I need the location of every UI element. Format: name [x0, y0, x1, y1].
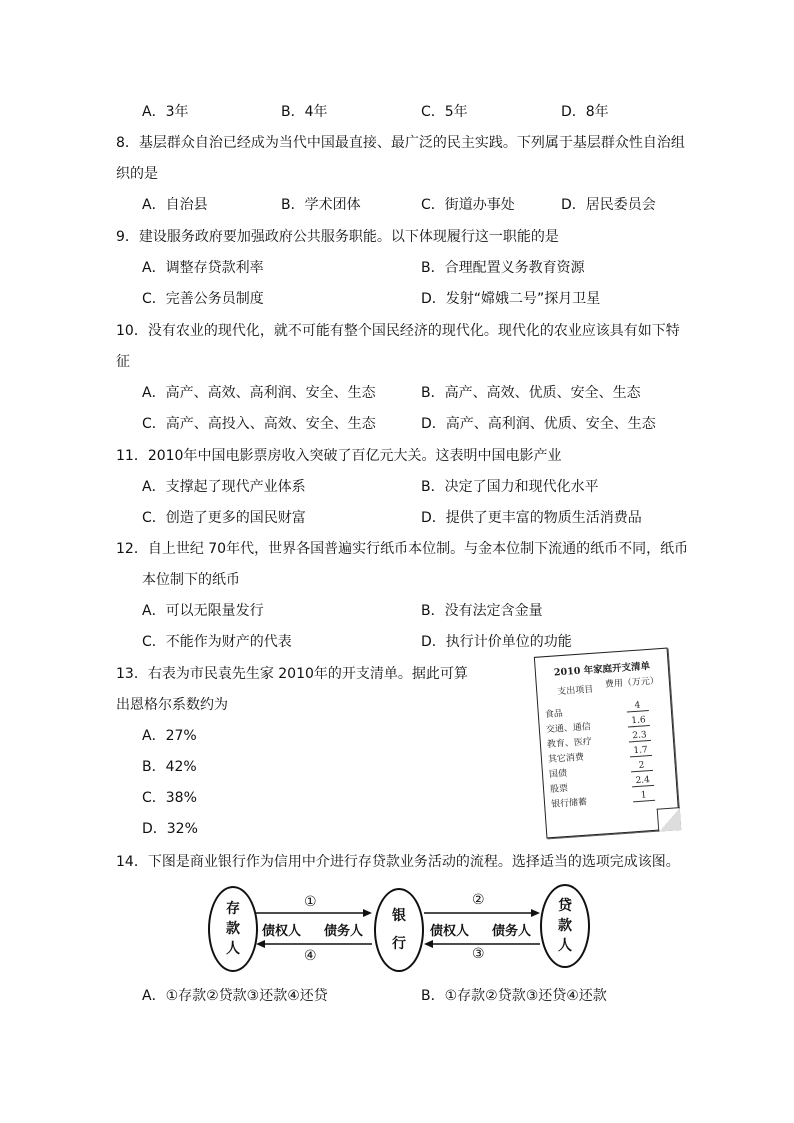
q14-stem: 14．下图是商业银行作为信用中介进行存贷款业务活动的流程。选择适当的选项完成该图。	[116, 854, 680, 870]
q13-option-a: A．27%	[142, 728, 197, 744]
q10-stem-line2: 征	[116, 354, 130, 370]
q14-option-b: B．①存款②贷款③还贷④还款	[421, 988, 607, 1004]
borrower-char: 贷	[558, 898, 572, 914]
borrower-char: 人	[558, 938, 572, 954]
expense-cost: 2.3	[628, 730, 651, 743]
depositor-char: 人	[226, 941, 240, 957]
q8-option-d: D．居民委员会	[561, 197, 656, 213]
bank-node	[374, 888, 424, 972]
q8-option-c: C．街道办事处	[421, 197, 515, 213]
q14-option-a: A．①存款②贷款③还款④还贷	[142, 988, 328, 1004]
creditor-label-left: 债权人	[262, 924, 302, 939]
q8-option-b: B．学术团体	[281, 197, 361, 213]
expense-cost: 2	[630, 760, 653, 773]
q12-stem-line1: 12．自上世纪 70年代，世界各国普遍实行纸币本位制。与金本位制下流通的纸币不同，纸币	[116, 541, 689, 557]
q13-option-d: D．32%	[142, 821, 198, 837]
arrow-head	[531, 909, 540, 917]
q11-option-c: C．创造了更多的国民财富	[142, 510, 306, 526]
q7-option-d: D．8年	[561, 104, 609, 120]
expense-col-item: 支出项目	[556, 684, 594, 698]
q12-option-a: A．可以无限量发行	[142, 603, 264, 619]
q9-option-c: C．完善公务员制度	[142, 291, 264, 307]
q11-option-a: A．支撑起了现代产业体系	[142, 479, 306, 495]
blank-2: ②	[472, 892, 485, 908]
q13-stem-line2: 出恩格尔系数约为	[116, 697, 228, 713]
expense-item: 国债	[548, 768, 568, 781]
q10-option-d: D．高产、高利润、优质、安全、生态	[421, 416, 656, 432]
q9-option-a: A．调整存贷款利率	[142, 260, 264, 276]
q7-option-a: A．3年	[142, 104, 189, 120]
arrow-head	[424, 940, 433, 948]
page-curl	[657, 807, 682, 832]
blank-4: ④	[304, 948, 317, 964]
q7-option-b: B．4年	[281, 104, 328, 120]
q11-stem: 11．2010年中国电影票房收入突破了百亿元大关。这表明中国电影产业	[116, 448, 562, 464]
q9-option-b: B．合理配置义务教育资源	[421, 260, 585, 276]
depositor-node	[208, 886, 258, 972]
q8-stem-line2: 织的是	[116, 166, 158, 182]
q12-option-d: D．执行计价单位的功能	[421, 634, 572, 650]
q9-stem: 9．建设服务政府要加强政府公共服务职能。以下体现履行这一职能的是	[116, 229, 559, 245]
expense-item: 股票	[549, 783, 569, 796]
bank-char: 行	[392, 936, 406, 952]
expense-cost: 1	[632, 790, 655, 803]
borrower-char: 款	[558, 918, 572, 934]
q11-option-b: B．决定了国力和现代化水平	[421, 479, 599, 495]
q12-option-b: B．没有法定含金量	[421, 603, 543, 619]
bank-flow-diagram	[200, 880, 600, 980]
expense-item: 教育、医疗	[546, 737, 593, 751]
expense-list-figure	[534, 648, 680, 839]
q10-stem-line1: 10．没有农业的现代化，就不可能有整个国民经济的现代化。现代化的农业应该具有如下特	[116, 323, 680, 339]
expense-cost: 2.4	[631, 775, 654, 788]
q12-stem-line2: 本位制下的纸币	[142, 572, 240, 588]
q7-option-c: C．5年	[421, 104, 468, 120]
q13-option-c: C．38%	[142, 790, 197, 806]
q11-option-d: D．提供了更丰富的物质生活消费品	[421, 510, 642, 526]
creditor-label-right: 债权人	[430, 924, 470, 939]
q10-option-c: C．高产、高投入、高效、安全、生态	[142, 416, 376, 432]
q8-option-a: A．自治县	[142, 197, 208, 213]
expense-item: 食品	[544, 709, 564, 721]
expense-item: 其它消费	[547, 752, 585, 766]
q10-option-b: B．高产、高效、优质、安全、生态	[421, 385, 641, 401]
expense-col-cost: 费用（万元）	[604, 676, 660, 690]
q13-option-b: B．42%	[142, 759, 197, 775]
blank-3: ③	[472, 946, 485, 962]
expense-cost: 1.6	[627, 715, 650, 728]
q13-stem-line1: 13．右表为市民袁先生家 2010年的开支清单。据此可算	[116, 666, 468, 682]
depositor-char: 存	[226, 901, 240, 917]
debtor-label-left: 债务人	[324, 924, 364, 939]
expense-list-title: 2010 年家庭开支清单	[553, 660, 651, 679]
arrow-head	[363, 909, 372, 917]
q8-stem-line1: 8．基层群众自治已经成为当代中国最直接、最广泛的民主实践。下列属于基层群众性自治组	[116, 135, 685, 151]
borrower-node	[540, 884, 590, 968]
expense-cost: 1.7	[629, 745, 652, 758]
expense-item: 银行储蓄	[550, 797, 588, 811]
q10-option-a: A．高产、高效、高利润、安全、生态	[142, 385, 376, 401]
q12-option-c: C．不能作为财产的代表	[142, 634, 292, 650]
blank-1: ①	[304, 894, 317, 910]
arrow-head	[256, 940, 265, 948]
expense-cost: 4	[626, 700, 649, 713]
expense-item: 交通、通信	[545, 722, 592, 736]
bank-char: 银	[392, 908, 406, 924]
depositor-char: 款	[226, 921, 240, 937]
debtor-label-right: 债务人	[492, 924, 532, 939]
q9-option-d: D．发射“嫦娥二号”探月卫星	[421, 291, 601, 307]
